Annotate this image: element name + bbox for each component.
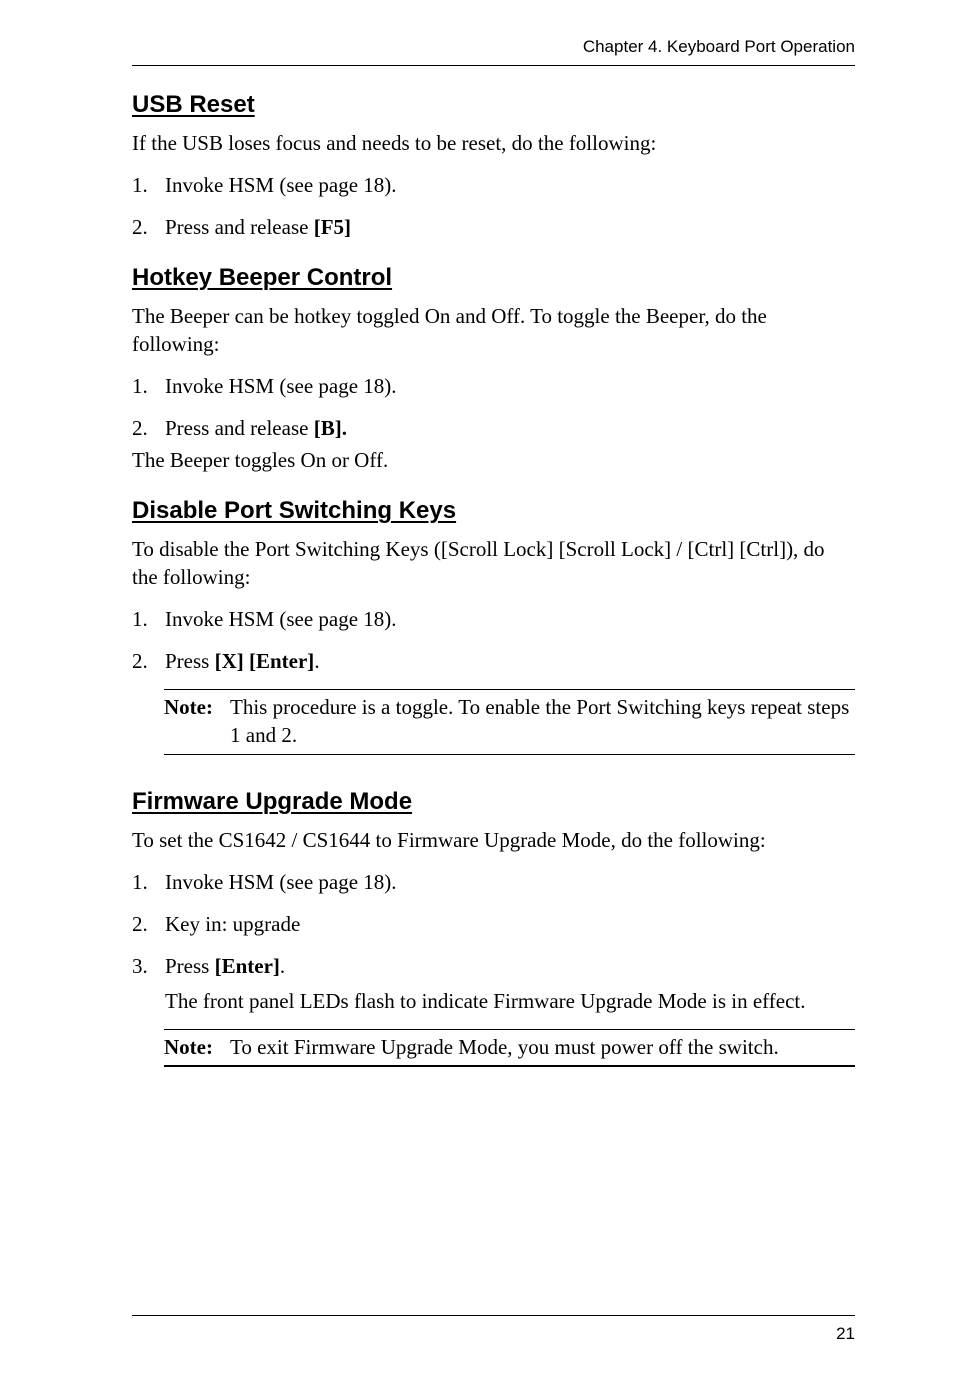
step-number: 1.: [132, 607, 148, 631]
step-text: Press: [165, 649, 215, 673]
steps-usb-reset: [132, 171, 855, 241]
paragraph-beeper-intro: The Beeper can be hotkey toggled On and Off. To toggle the Beeper, do the following:: [132, 304, 767, 356]
step-number: 1.: [132, 374, 148, 398]
key-label: [Enter]: [214, 954, 280, 978]
note-box: [164, 1029, 855, 1067]
step-number: 2.: [132, 912, 148, 936]
step-number: 3.: [132, 954, 148, 978]
heading-usb-reset: USB Reset: [132, 91, 255, 118]
steps-disable: [132, 605, 855, 675]
list-item: [132, 647, 855, 675]
list-item: [132, 868, 855, 896]
running-header: Chapter 4. Keyboard Port Operation: [582, 37, 855, 56]
paragraph-disable-intro: To disable the Port Switching Keys ([Scroll Lock] [Scroll Lock] / [Ctrl] [Ctrl]), do the following:: [132, 537, 825, 589]
heading-firmware-upgrade-mode: Firmware Upgrade Mode: [132, 788, 413, 815]
step-text: Invoke HSM (see page 18).: [165, 870, 397, 894]
document-page: [132, 0, 855, 1382]
list-item: [132, 213, 855, 241]
step-text: Key in: upgrade: [165, 912, 301, 936]
step-text: Invoke HSM (see page 18).: [165, 607, 397, 631]
key-label: [B].: [313, 416, 347, 440]
step-tail: .: [279, 954, 286, 978]
step-number: 1.: [132, 870, 148, 894]
paragraph-firmware-intro: To set the CS1642 / CS1644 to Firmware Upgrade Mode, do the following:: [132, 828, 766, 852]
header-rule: [132, 65, 855, 66]
steps-beeper: [132, 372, 855, 442]
key-label: [X] [Enter]: [214, 649, 315, 673]
paragraph-beeper-result: The Beeper toggles On or Off.: [132, 448, 389, 472]
footer-rule: [132, 1315, 855, 1316]
list-item: [132, 171, 855, 199]
heading-disable-port-switching-keys: Disable Port Switching Keys: [132, 497, 457, 524]
step-text: Invoke HSM (see page 18).: [165, 173, 397, 197]
step-text: Press and release: [165, 416, 314, 440]
heading-hotkey-beeper-control: Hotkey Beeper Control: [132, 264, 393, 291]
step-text: Invoke HSM (see page 18).: [165, 374, 397, 398]
step-text: Press: [165, 954, 215, 978]
note-text: This procedure is a toggle. To enable the Port Switching keys repeat steps 1 and 2.: [230, 695, 850, 747]
note-label: Note:: [164, 1035, 213, 1059]
step-tail: .: [314, 649, 320, 673]
note-label: Note:: [164, 695, 213, 719]
list-item: [132, 952, 855, 1015]
list-item: [132, 414, 855, 442]
step-number: 2.: [132, 416, 148, 440]
step-detail: The front panel LEDs flash to indicate Firmware Upgrade Mode is in effect.: [165, 989, 806, 1013]
step-number: 2.: [132, 649, 148, 673]
page-content: [132, 90, 855, 1067]
step-number: 1.: [132, 173, 148, 197]
note-box: [164, 689, 855, 755]
steps-firmware: [132, 868, 855, 1015]
step-number: 2.: [132, 215, 148, 239]
list-item: [132, 910, 855, 938]
list-item: [132, 372, 855, 400]
paragraph-usb-reset-intro: If the USB loses focus and needs to be reset, do the following:: [132, 131, 657, 155]
list-item: [132, 605, 855, 633]
page-number: 21: [836, 1324, 855, 1343]
note-text: To exit Firmware Upgrade Mode, you must power off the switch.: [230, 1035, 779, 1059]
key-label: [F5]: [313, 215, 352, 239]
step-text: Press and release: [165, 215, 314, 239]
